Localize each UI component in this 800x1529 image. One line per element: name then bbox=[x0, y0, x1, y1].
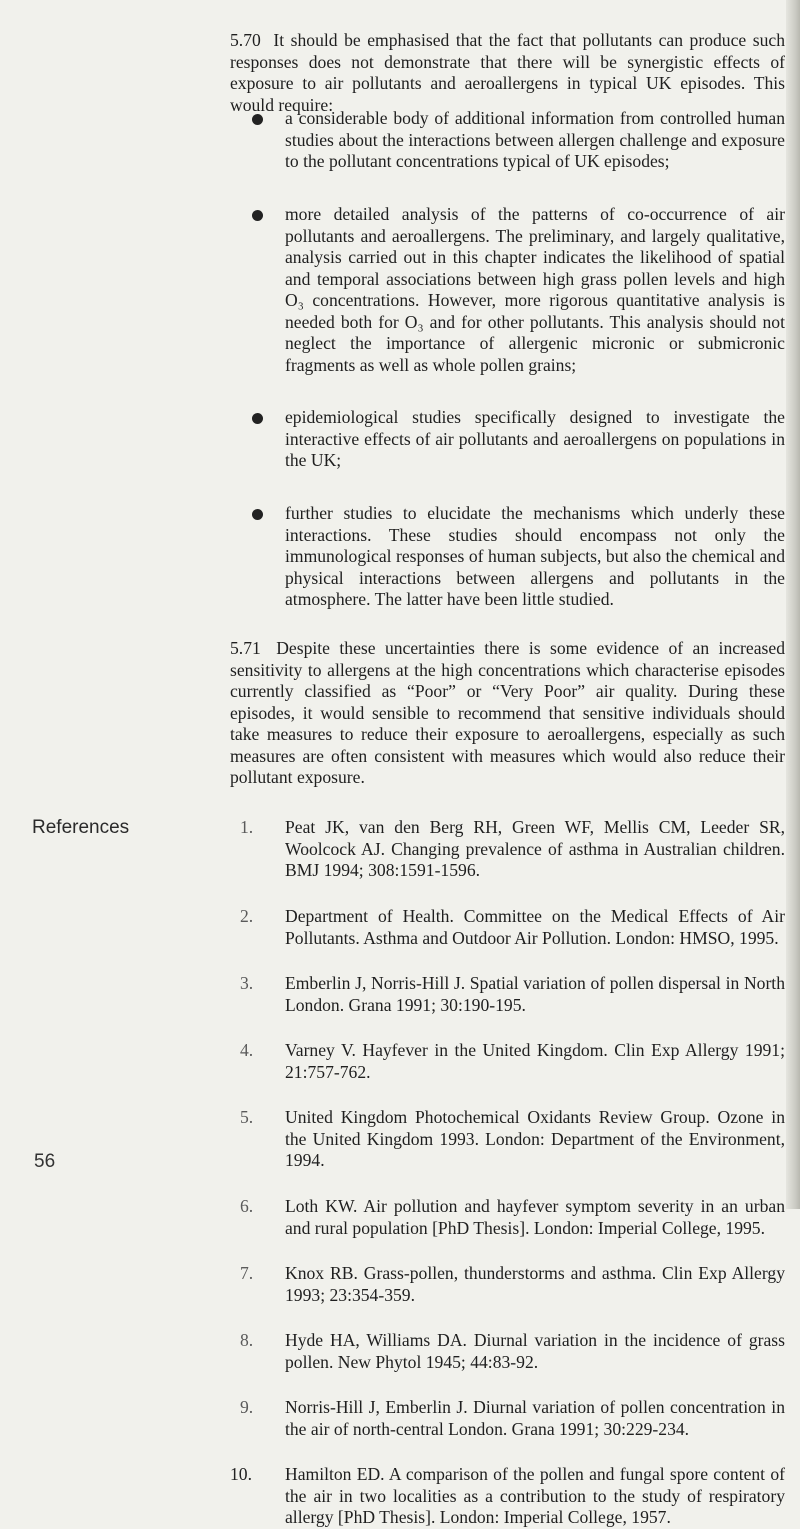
paragraph-number: 5.70 bbox=[230, 30, 261, 50]
reference-item bbox=[230, 973, 785, 1016]
reference-text: United Kingdom Photochemical Oxidants Review Group. Ozone in the United Kingdom 1993. London: Department of the Environment, 1994. bbox=[285, 1107, 785, 1170]
reference-item bbox=[230, 817, 785, 882]
list-item bbox=[230, 503, 785, 611]
reference-number: 4. bbox=[240, 1040, 254, 1060]
reference-number: 7. bbox=[240, 1263, 254, 1283]
list-item bbox=[230, 204, 785, 376]
paragraph-text: It should be emphasised that the fact that pollutants can produce such responses does not demonstrate that there will be synergistic effects of exposure to air pollutants and aeroallergens in typical UK episodes. This would require: bbox=[230, 30, 785, 115]
reference-text: Department of Health. Committee on the Medical Effects of Air Pollutants. Asthma and Outdoor Air Pollution. London: HMSO, 1995. bbox=[285, 906, 785, 948]
bullet-icon bbox=[252, 413, 263, 424]
reference-item bbox=[230, 1196, 785, 1239]
page-edge-shadow bbox=[786, 0, 800, 1209]
reference-number: 2. bbox=[240, 906, 254, 926]
reference-number: 9. bbox=[240, 1397, 254, 1417]
reference-text: Varney V. Hayfever in the United Kingdom. Clin Exp Allergy 1991; 21:757-762. bbox=[285, 1040, 785, 1082]
paragraph-text: Despite these uncertainties there is some evidence of an increased sensitivity to allergens at the high concentrations which characterise episodes currently classified as “Poor” or “Very Poor” air quality. During these episodes, it would sensible to recommend that sensitive individuals should take measures to reduce their exposure to aeroallergens, especially as such measures are often consistent with measures which would also reduce their pollutant exposure. bbox=[230, 638, 785, 787]
reference-item bbox=[230, 1040, 785, 1083]
references-heading: References bbox=[32, 817, 130, 838]
paragraph-5-70 bbox=[230, 30, 785, 116]
reference-text: Emberlin J, Norris-Hill J. Spatial variation of pollen dispersal in North London. Grana 1991; 30:190-195. bbox=[285, 973, 785, 1015]
reference-item bbox=[230, 1397, 785, 1440]
reference-text: Norris-Hill J, Emberlin J. Diurnal variation of pollen concentration in the air of north-central London. Grana 1991; 30:229-234. bbox=[285, 1397, 785, 1439]
list-item bbox=[230, 108, 785, 173]
list-item bbox=[230, 407, 785, 472]
reference-number: 3. bbox=[240, 973, 254, 993]
reference-item bbox=[230, 1107, 785, 1172]
paragraph-5-71 bbox=[230, 638, 785, 789]
page-number: 56 bbox=[34, 1151, 56, 1172]
reference-item bbox=[230, 906, 785, 949]
paragraph-number: 5.71 bbox=[230, 638, 261, 658]
reference-text: Knox RB. Grass-pollen, thunderstorms and asthma. Clin Exp Allergy 1993; 23:354-359. bbox=[285, 1263, 785, 1305]
bullet-icon bbox=[252, 114, 263, 125]
reference-item bbox=[230, 1330, 785, 1373]
reference-number: 8. bbox=[240, 1330, 254, 1350]
reference-item bbox=[230, 1464, 785, 1529]
reference-text: Hamilton ED. A comparison of the pollen and fungal spore content of the air in two localities as a contribution to the study of respiratory allergy [PhD Thesis]. London: Imperial College, 1957. bbox=[285, 1464, 785, 1527]
reference-number: 6. bbox=[240, 1196, 254, 1216]
list-item-text: epidemiological studies specifically designed to investigate the interactive effects of air pollutants and aeroallergens on populations in the UK; bbox=[285, 407, 785, 470]
reference-text: Peat JK, van den Berg RH, Green WF, Mellis CM, Leeder SR, Woolcock AJ. Changing prevalence of asthma in Australian children. BMJ 1994; 308:1591-1596. bbox=[285, 817, 785, 880]
reference-number: 1. bbox=[240, 817, 254, 837]
reference-text: Hyde HA, Williams DA. Diurnal variation in the incidence of grass pollen. New Phytol 1945; 44:83-92. bbox=[285, 1330, 785, 1372]
list-item-text: more detailed analysis of the patterns of co-occurrence of air pollutants and aeroallergens. The preliminary, and largely qualitative, analysis carried out in this chapter indicates the likelihood of spatial and temporal associations between high grass pollen levels and high O₃ concentrations. However, more rigorous quantitative analysis is needed both for O₃ and for other pollutants. This analysis should not neglect the importance of allergenic micronic or submicronic fragments as well as whole pollen grains; bbox=[285, 204, 785, 375]
reference-item bbox=[230, 1263, 785, 1306]
reference-number: 10. bbox=[230, 1464, 252, 1484]
bullet-icon bbox=[252, 210, 263, 221]
list-item-text: a considerable body of additional information from controlled human studies about the interactions between allergen challenge and exposure to the pollutant concentrations typical of UK episodes; bbox=[285, 108, 785, 171]
reference-text: Loth KW. Air pollution and hayfever symptom severity in an urban and rural population [PhD Thesis]. London: Imperial College, 1995. bbox=[285, 1196, 785, 1238]
bullet-icon bbox=[252, 509, 263, 520]
list-item-text: further studies to elucidate the mechanisms which underly these interactions. These studies should encompass not only the immunological responses of human subjects, but also the chemical and physical interactions between allergens and pollutants in the atmosphere. The latter have been little studied. bbox=[285, 503, 785, 609]
reference-number: 5. bbox=[240, 1107, 254, 1127]
